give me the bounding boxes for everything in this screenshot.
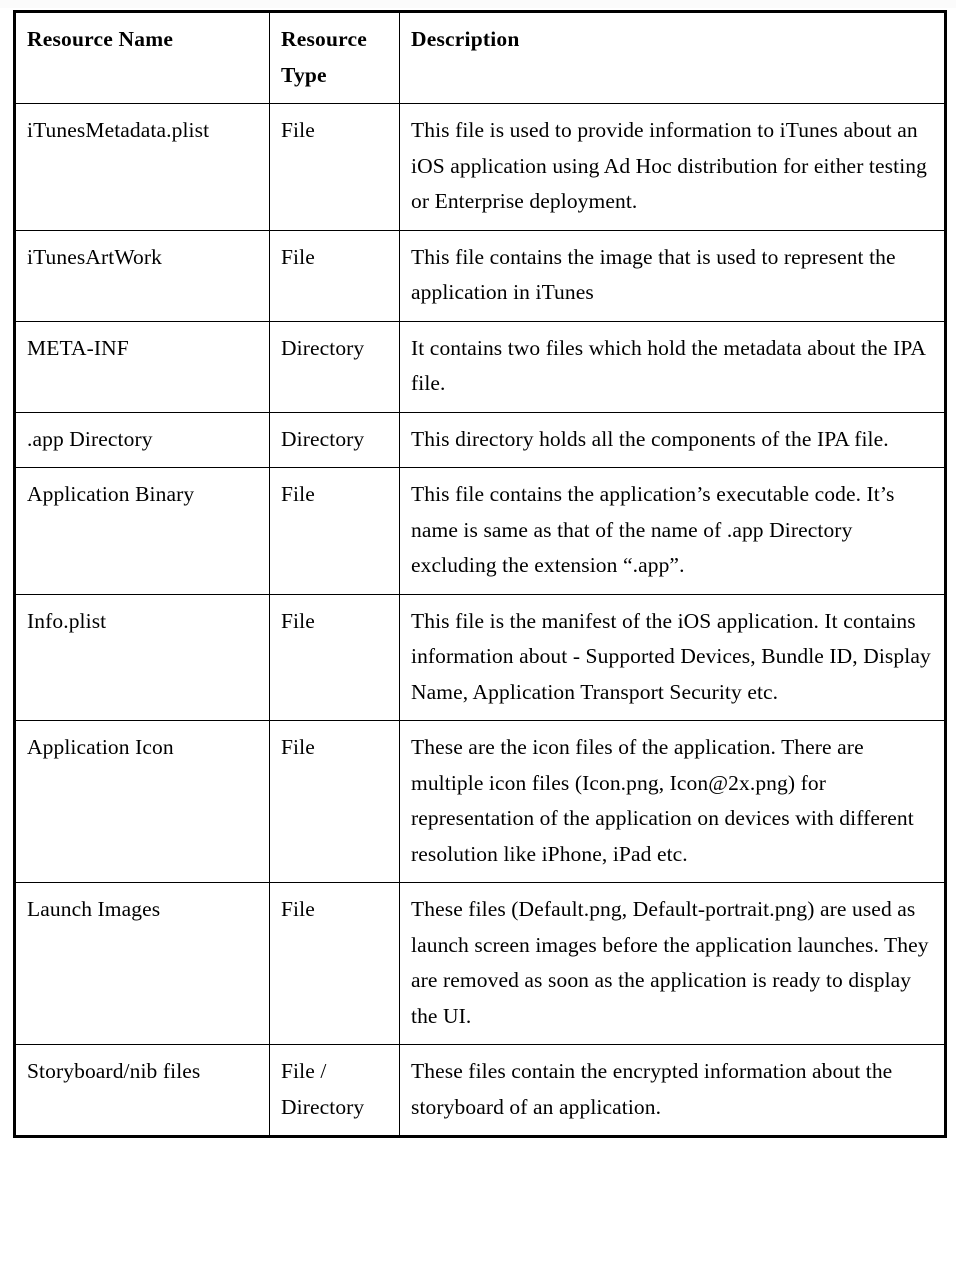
cell-resource-name: iTunesMetadata.plist [15, 104, 270, 231]
table-row [15, 321, 946, 412]
table-row [15, 721, 946, 883]
cell-resource-type: File [270, 721, 400, 883]
cell-resource-name: Application Binary [15, 468, 270, 595]
cell-resource-type: File [270, 230, 400, 321]
cell-description: This file contains the image that is used to represent the application in iTunes [400, 230, 946, 321]
cell-description: This directory holds all the components of the IPA file. [400, 412, 946, 468]
cell-resource-name: .app Directory [15, 412, 270, 468]
table-header-row [15, 12, 946, 104]
cell-resource-type: Directory [270, 321, 400, 412]
cell-resource-name: Info.plist [15, 594, 270, 721]
cell-resource-type: File [270, 468, 400, 595]
table-row [15, 412, 946, 468]
table-body [15, 104, 946, 1137]
table-row [15, 883, 946, 1045]
cell-resource-name: Application Icon [15, 721, 270, 883]
cell-resource-type: File / Directory [270, 1045, 400, 1137]
cell-description: This file is the manifest of the iOS application. It contains information about - Supported Devices, Bundle ID, Display Name, Application Transport Security etc. [400, 594, 946, 721]
top-background-band [0, 0, 956, 8]
cell-description: It contains two files which hold the metadata about the IPA file. [400, 321, 946, 412]
table-row [15, 594, 946, 721]
cell-resource-name: Storyboard/nib files [15, 1045, 270, 1137]
cell-resource-type: File [270, 104, 400, 231]
cell-resource-name: iTunesArtWork [15, 230, 270, 321]
column-header-description: Description [400, 12, 946, 104]
cell-resource-type: Directory [270, 412, 400, 468]
cell-description: These files contain the encrypted information about the storyboard of an application. [400, 1045, 946, 1137]
cell-description: This file is used to provide information to iTunes about an iOS application using Ad Hoc distribution for either testing or Enterprise deployment. [400, 104, 946, 231]
resource-table [13, 10, 947, 1138]
cell-resource-type: File [270, 883, 400, 1045]
cell-description: These are the icon files of the application. There are multiple icon files (Icon.png, Icon@2x.png) for representation of the application on devices with different resolution like iPhone, iPad etc. [400, 721, 946, 883]
cell-resource-type: File [270, 594, 400, 721]
table-container [13, 10, 944, 1138]
cell-description: These files (Default.png, Default-portrait.png) are used as launch screen images before the application launches. They are removed as soon as the application is ready to display the UI. [400, 883, 946, 1045]
column-header-resource-name: Resource Name [15, 12, 270, 104]
cell-resource-name: META-INF [15, 321, 270, 412]
table-row [15, 230, 946, 321]
table-row [15, 104, 946, 231]
table-header [15, 12, 946, 104]
cell-resource-name: Launch Images [15, 883, 270, 1045]
cell-description: This file contains the application’s executable code. It’s name is same as that of the name of .app Directory excluding the extension “.app”. [400, 468, 946, 595]
column-header-resource-type: Resource Type [270, 12, 400, 104]
table-row [15, 1045, 946, 1137]
table-row [15, 468, 946, 595]
